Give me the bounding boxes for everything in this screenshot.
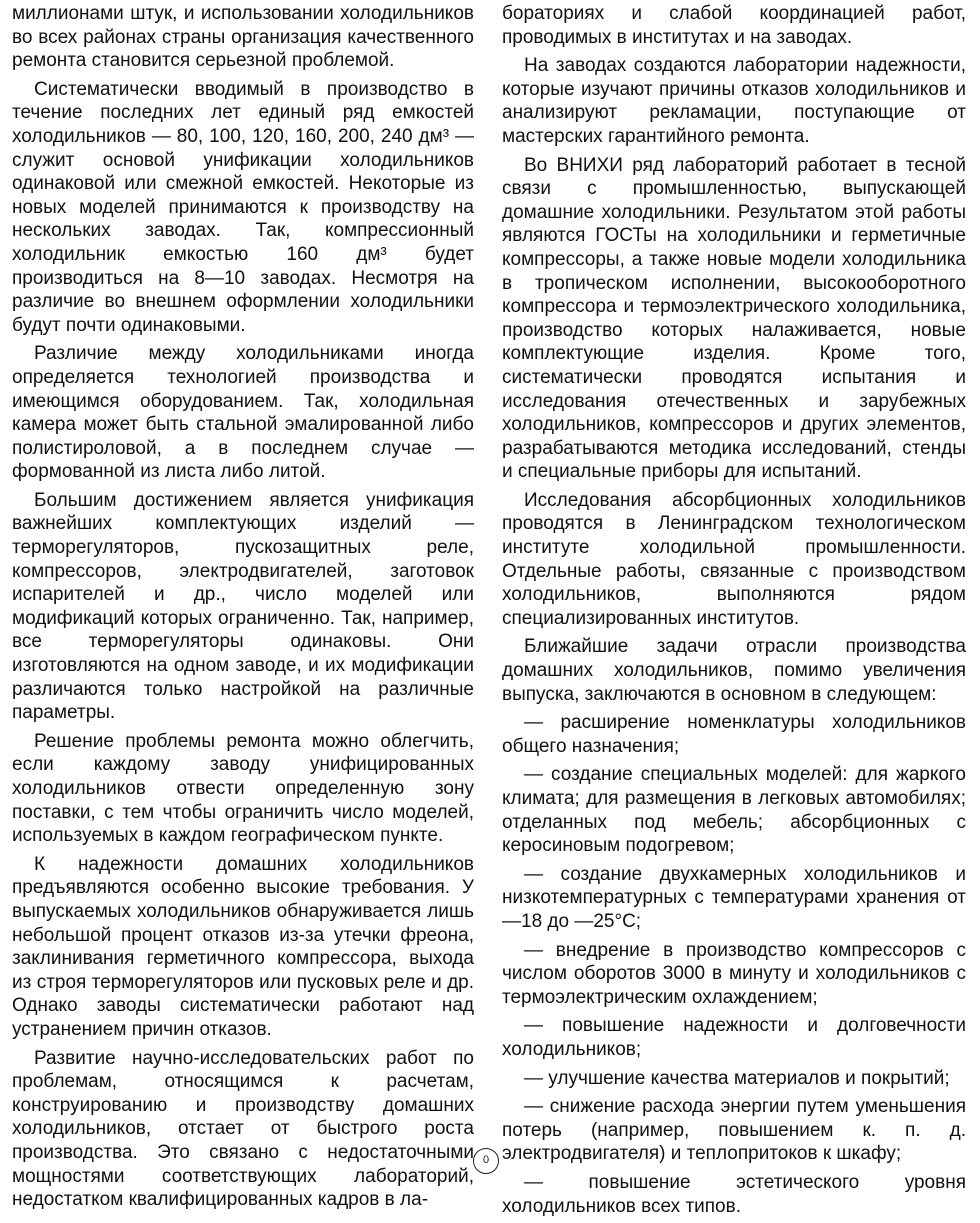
paragraph: Различие между холодильниками иногда определяется технологией производства и имеющимся оборудованием. Так, холодильная камера может быть стальной эмалированной либо полистироловой, а в последнем случае — формованной из листа либо литой. (12, 343, 474, 483)
page-number: 0 (473, 1148, 499, 1174)
list-item: — снижение расхода энергии путем уменьшения потерь (например, повышением к. п. д. электродвигателя) и теплопритоков к шкафу; (502, 1096, 966, 1165)
list-item: — расширение номенклатуры холодильников общего назначения; (502, 712, 966, 757)
paragraph: Ближайшие задачи отрасли производства домашних холодильников, помимо увеличения выпуска, заключаются в основном в следующем: (502, 636, 966, 705)
paragraph: миллионами штук, и использовании холодильников во всех районах страны организация качественного ремонта становится серьезной проблемой. (12, 3, 474, 72)
paragraph: Большим достижением является унификация важнейших комплектующих изделий — терморегуляторов, пускозащитных реле, компрессоров, электродвигателей, заготовок испарителей и др., число моделей или модификаций которых ограниченно. Так, например, все терморегуляторы одинаковы. Они изготовляются на одном заводе, и их модификации различаются только настройкой на различные параметры. (12, 489, 474, 724)
list-item: — повышение эстетического уровня холодильников всех типов. (502, 1171, 966, 1217)
paragraph: Решение проблемы ремонта можно облегчить, если каждому заводу унифицированных холодильников отвести определенную зону поставки, с тем чтобы ограничить число моделей, используемых в каждом географическом пункте. (12, 730, 474, 847)
list-item: — улучшение качества материалов и покрытий; (524, 1067, 950, 1089)
list-item: — внедрение в производство компрессоров с числом оборотов 3000 в минуту и холодильников с термоэлектрическим охлаждением; (502, 939, 966, 1008)
right-column (502, 2, 966, 1223)
paragraph: К надежности домашних холодильников предъявляются особенно высокие требования. У выпускаемых холодильников обнаруживается лишь небольшой процент отказов из-за утечки фреона, заклинивания герметичного компрессора, выхода из строя терморегуляторов или пусковых реле и др. Однако заводы систематически работают над устранением причин отказов. (12, 853, 474, 1040)
list-item: — повышение надежности и долговечности холодильников; (502, 1015, 966, 1060)
paragraph: бораториях и слабой координацией работ, проводимых в институтах и на заводах. (502, 3, 966, 48)
paragraph: Систематически вводимый в производство в течение последних лет единый ряд емкостей холодильников — 80, 100, 120, 160, 200, 240 дм³ — служит основой унификации холодильников одинаковой или смежной емкостей. Некоторые из новых моделей принимаются к производству на нескольких заводах. Так, компрессионный холодильник емкостью 160 дм³ будет производиться на 8—10 заводах. Несмотря на различие во внешнем оформлении холодильники будут почти одинаковыми. (12, 78, 474, 336)
paragraph: Во ВНИХИ ряд лабораторий работает в тесной связи с промышленностью, выпускающей домашние холодильники. Результатом этой работы являются ГОСТы на холодильники и герметичные компрессоры, а также новые модели холодильника в тропическом исполнении, высокооборотного компрессора и термоэлектрического холодильника, производство которых налаживается, новые комплектующие изделия. Кроме того, систематически проводятся испытания и исследования отечественных и зарубежных холодильников, компрессоров и других элементов, разрабатываются методика исследований, стенды и специальные приборы для испытаний. (502, 154, 966, 483)
paragraph: Исследования абсорбционных холодильников проводятся в Ленинградском технологическом институте холодильной промышленности. Отдельные работы, связанные с производством холодильников, выполняются рядом специализированных институтов. (502, 489, 966, 629)
list-item: — создание двухкамерных холодильников и низкотемпературных с температурами хранения от —18 до —25°С; (502, 863, 966, 932)
paragraph: Развитие научно-исследовательских работ по проблемам, относящимся к расчетам, конструированию и производству домашних холодильников, отстает от быстрого роста производства. Это связано с недостаточными мощностями соответствующих лабораторий, недостатком квалифицированных кадров в ла- (12, 1047, 474, 1211)
left-column (12, 2, 474, 1217)
paragraph: На заводах создаются лаборатории надежности, которые изучают причины отказов холодильников и анализируют рекламации, поступающие от мастерских гарантийного ремонта. (502, 55, 966, 147)
list-item: — создание специальных моделей: для жаркого климата; для размещения в легковых автомобилях; отделанных под мебель; абсорбционных с керосиновым подогревом; (502, 764, 966, 857)
